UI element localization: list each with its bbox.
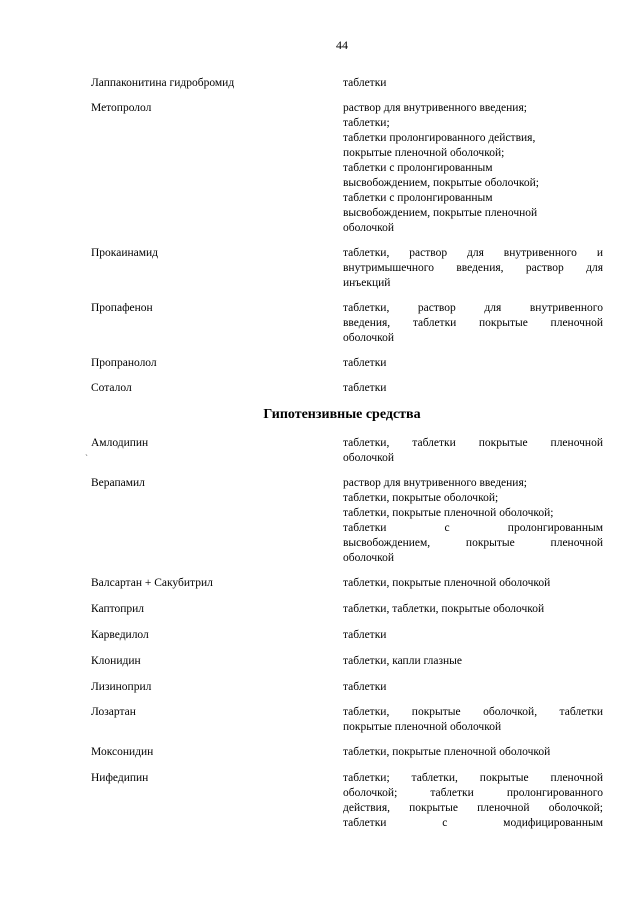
drug-name: Верапамил [91, 477, 145, 489]
stray-mark: ` [85, 453, 88, 463]
dosage-forms [343, 628, 603, 643]
dosage-form-line: инъекций [343, 277, 391, 289]
dosage-form-line: таблетки с пролонгированным [343, 522, 603, 534]
dosage-form-line: высвобождением, покрытые оболочкой; [343, 177, 539, 189]
dosage-form-line: таблетки [343, 629, 387, 641]
dosage-form-line: высвобождением, покрытые пленочной [343, 207, 538, 219]
dosage-form-line: внутримышечного введения, раствор для [343, 262, 603, 274]
dosage-form-line: таблетки; таблетки, покрытые пленочной [343, 772, 603, 784]
drug-name: Нифедипин [91, 772, 149, 784]
drug-name: Амлодипин [91, 437, 149, 449]
dosage-form-line: таблетки, покрытые пленочной оболочкой [343, 577, 551, 589]
drug-name: Моксонидин [91, 746, 154, 758]
dosage-form-line: таблетки, раствор для внутривенного и [343, 247, 603, 259]
dosage-forms [343, 680, 603, 695]
dosage-forms [343, 576, 603, 591]
dosage-form-line: таблетки с пролонгированным [343, 162, 493, 174]
drug-name: Клонидин [91, 655, 141, 667]
dosage-form-line: высвобождением, покрытые пленочной [343, 537, 603, 549]
drug-name: Прокаинамид [91, 247, 159, 259]
dosage-form-line: таблетки пролонгированного действия, [343, 132, 536, 144]
drug-name: Пропафенон [91, 302, 153, 314]
dosage-forms [343, 476, 603, 566]
dosage-form-line: таблетки [343, 77, 387, 89]
dosage-form-line: введения, таблетки покрытые пленочной [343, 317, 603, 329]
drug-name: Лаппаконитина гидробромид [91, 77, 235, 89]
dosage-form-line: оболочкой [343, 332, 395, 344]
drug-name: Карведилол [91, 629, 149, 641]
dosage-form-line: таблетки, таблетки, покрытые оболочкой [343, 603, 545, 615]
dosage-forms [343, 76, 603, 91]
section-heading: Гипотензивные средства [263, 407, 421, 422]
dosage-forms [343, 356, 603, 371]
dosage-form-line: таблетки, таблетки покрытые пленочной [343, 437, 603, 449]
dosage-form-line: таблетки; [343, 117, 390, 129]
dosage-form-line: оболочкой [343, 452, 395, 464]
drug-name: Соталол [91, 382, 132, 394]
dosage-forms [343, 654, 603, 669]
drug-name: Валсартан + Сакубитрил [91, 577, 213, 589]
dosage-form-line: оболочкой [343, 552, 395, 564]
dosage-forms [343, 246, 603, 291]
dosage-form-line: таблетки, капли глазные [343, 655, 462, 667]
dosage-forms [343, 436, 603, 466]
page-number: 44 [336, 38, 348, 52]
dosage-forms [343, 602, 603, 617]
dosage-form-line: таблетки, покрытые пленочной оболочкой [343, 746, 551, 758]
dosage-form-line: раствор для внутривенного введения; [343, 102, 527, 114]
dosage-form-line: покрытые пленочной оболочкой; [343, 147, 505, 159]
drug-name: Каптоприл [91, 603, 145, 615]
dosage-form-line: таблетки, покрытые оболочкой; [343, 492, 499, 504]
drug-name: Метопролол [91, 102, 152, 114]
dosage-forms [343, 101, 603, 236]
dosage-form-line: таблетки с пролонгированным [343, 192, 493, 204]
dosage-form-line: таблетки [343, 681, 387, 693]
dosage-form-line: таблетки [343, 357, 387, 369]
drug-name: Лозартан [91, 706, 136, 718]
dosage-forms [343, 745, 603, 760]
dosage-forms [343, 301, 603, 346]
dosage-form-line: таблетки, раствор для внутривенного [343, 302, 603, 314]
dosage-form-line: таблетки, покрытые оболочкой, таблетки [343, 706, 603, 718]
dosage-form-line: покрытые пленочной оболочкой [343, 721, 502, 733]
dosage-form-line: раствор для внутривенного введения; [343, 477, 527, 489]
dosage-form-line: оболочкой [343, 222, 395, 234]
dosage-form-line: таблетки с модифицированным [343, 817, 603, 829]
drug-name: Пропранолол [91, 357, 157, 369]
drug-name: Лизиноприл [91, 681, 152, 693]
dosage-forms [343, 381, 603, 396]
dosage-forms [343, 771, 603, 831]
dosage-form-line: действия, покрытые пленочной оболочкой; [343, 802, 603, 814]
dosage-forms [343, 705, 603, 735]
dosage-form-line: таблетки [343, 382, 387, 394]
dosage-form-line: оболочкой; таблетки пролонгированного [343, 787, 603, 799]
dosage-form-line: таблетки, покрытые пленочной оболочкой; [343, 507, 554, 519]
